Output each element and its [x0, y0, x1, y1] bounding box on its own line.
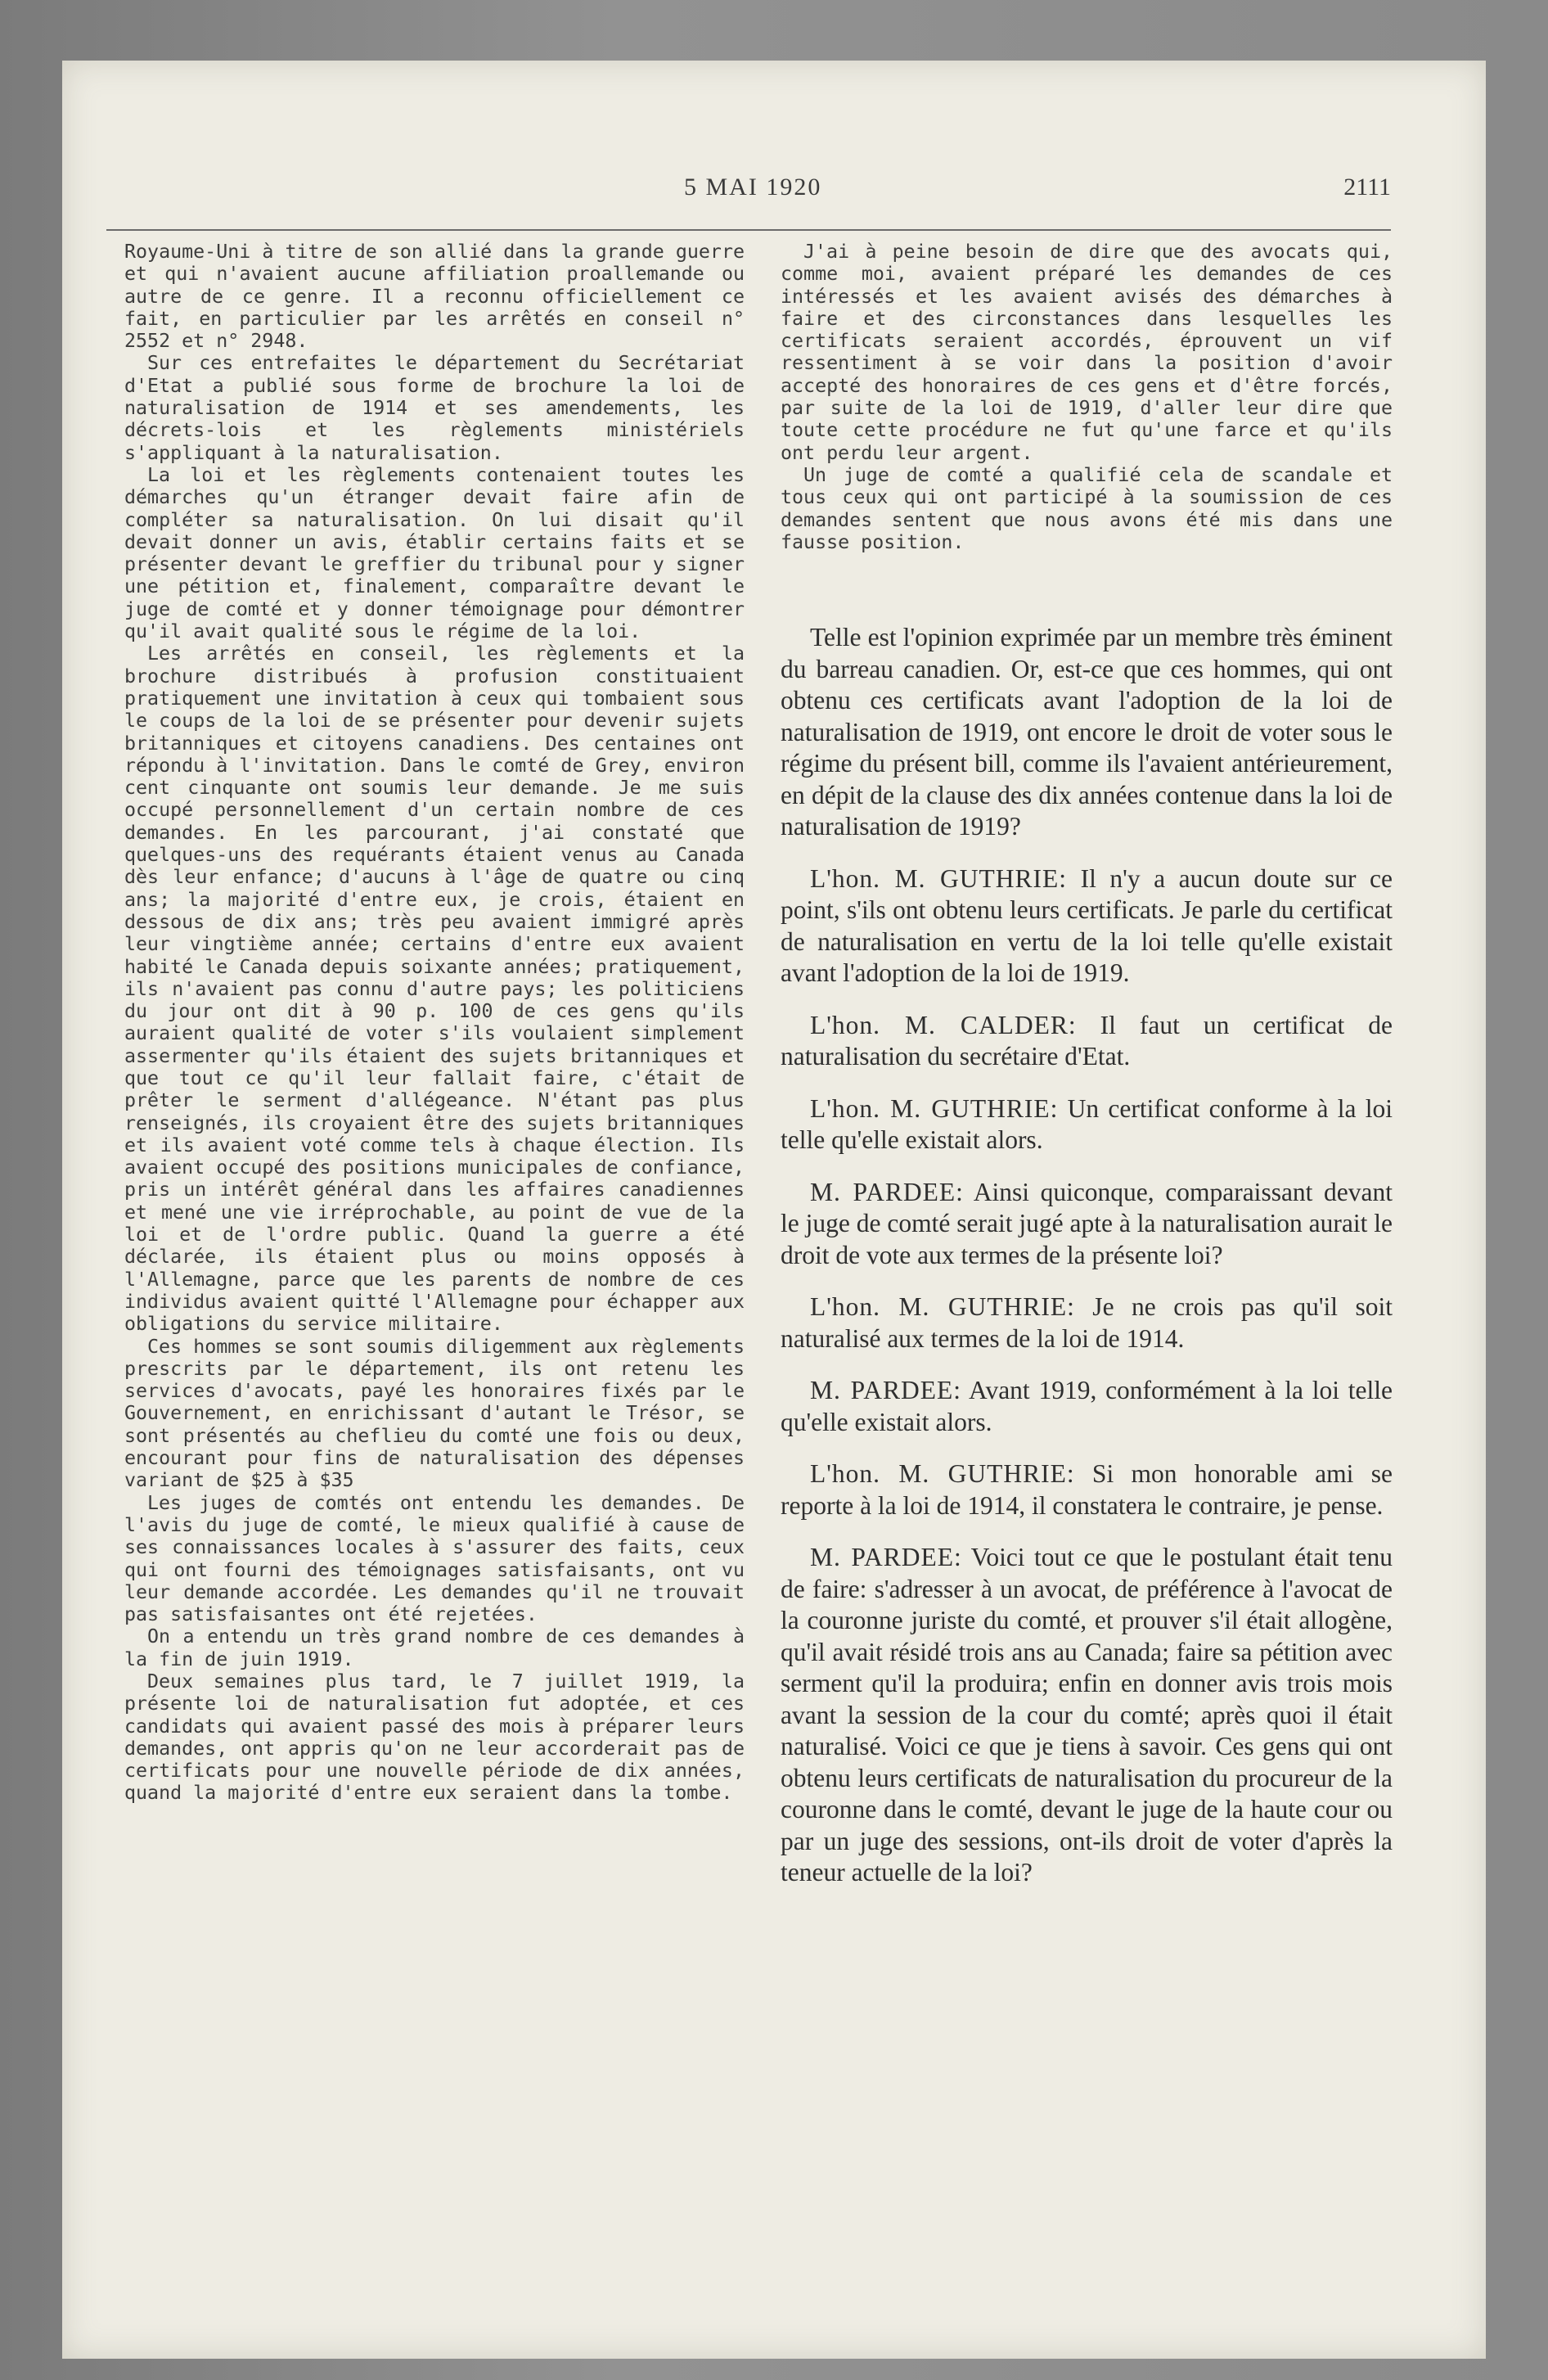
debate-paragraph	[781, 1093, 1393, 1156]
left-paragraph: Les arrêtés en conseil, les règlements et la brochure distribués à profusion constituaient pratiquement une invitation à ceux qui tombaient sous le coups de la loi de se présenter pour devenir sujets britanniques et citoyens canadiens. Des centaines ont répondu à l'invitation. Dans le comté de Grey, environ cent cinquante ont soumis leur demande. Je me suis occupé personnellement d'un certain nombre de ces demandes. En les parcourant, j'ai constaté que quelques-uns des requérants étaient venus au Canada dès leur enfance; d'aucuns à l'âge de quatre ou cinq ans; la majorité d'entre eux, je crois, étaient en dessous de dix ans; très peu avaient immigré après leur vingtième année; certains d'entre eux avaient habité le Canada depuis soixante années; pratiquement, ils n'avaient pas connu d'autre pays; les politiciens du jour ont dit à 90 p. 100 de ces gens qu'ils auraient qualité de voter s'ils voulaient simplement assermenter qu'ils étaient des sujets britanniques et que tout ce qu'il leur fallait faire, c'était de prêter le serment d'allégeance. N'étant pas plus renseignés, ils croyaient être des sujets britanniques et ils avaient voté comme tels à chaque élection. Ils avaient occupé des positions municipales de confiance, pris un intérêt général dans les affaires canadiennes et mené une vie irréprochable, au point de vue de la loi et de l'ordre public. Quand la guerre a été déclarée, ils étaient plus ou moins opposés à l'Allemagne, parce que les parents de nombre de ces individus avaient quitté l'Allemagne pour échapper aux obligations du service militaire.	[124, 642, 745, 1336]
speaker-name: M. PARDEE:	[810, 1376, 962, 1404]
left-paragraph: Ces hommes se sont soumis diligemment aux règlements prescrits par le département, ils ont retenu les services d'avocats, payé les honoraires fixés par le Gouvernement, en enrichissant d'autant le Trésor, se sont présentés au cheflieu du comté une fois ou deux, encourant pour fins de naturalisation des dépenses variant de $25 à $35	[124, 1335, 745, 1492]
speech-text: Un certificat conforme à la loi telle qu'elle existait alors.	[781, 1093, 1393, 1154]
debate-paragraph	[781, 622, 1393, 843]
header-date: 5 MAI 1920	[684, 174, 822, 201]
speech-text: Avant 1919, conformément à la loi telle qu'elle existait alors.	[781, 1376, 1393, 1436]
debate-paragraph	[781, 1177, 1393, 1272]
speaker-name: M. PARDEE:	[810, 1543, 962, 1571]
speech-text: Il faut un certificat de naturalisation du secrétaire d'Etat.	[781, 1010, 1393, 1071]
debate-paragraph	[781, 1375, 1393, 1438]
speaker-name: M. PARDEE:	[810, 1177, 964, 1206]
speech-text: Si mon honorable ami se reporte à la loi de 1914, il constatera le contraire, je pense.	[781, 1459, 1393, 1520]
speaker-name: L'hon. M. GUTHRIE:	[810, 1459, 1075, 1488]
left-paragraph: Deux semaines plus tard, le 7 juillet 1919, la présente loi de naturalisation fut adoptée, et ces candidats qui avaient passé des mois à préparer leurs demandes, ont appris qu'on ne leur accorderait pas de certificats pour une nouvelle période de dix années, quand la majorité d'entre eux seraient dans la tombe.	[124, 1670, 745, 1805]
speaker-name: L'hon. M. GUTHRIE:	[810, 1093, 1059, 1123]
left-paragraph: Les juges de comtés ont entendu les demandes. De l'avis du juge de comté, le mieux qualifié à cause de ses connaissances locales à s'assurer des faits, ceux qui ont fourni des témoignages satisfaisants, ont vu leur demande accordée. Les demandes qu'il ne trouvait pas satisfaisantes ont été rejetées.	[124, 1491, 745, 1626]
left-paragraph: On a entendu un très grand nombre de ces demandes à la fin de juin 1919.	[124, 1625, 745, 1670]
quoted-paragraph: J'ai à peine besoin de dire que des avocats qui, comme moi, avaient préparé les demandes de ces intéressés et les avaient avisés des démarches à faire et des circonstances dans lesquelles les certificats seraient accordés, éprouvent un vif ressentiment à se voir dans la position d'avoir accepté des honoraires de ces gens et d'être forcés, par suite de la loi de 1919, d'aller leur dire que toute cette procédure ne fut qu'une farce et qu'ils ont perdu leur argent.	[781, 241, 1393, 464]
page-number: 2111	[1343, 174, 1391, 201]
debate-paragraph	[781, 1291, 1393, 1355]
speech-text: Voici tout ce que le postulant était tenu de faire: s'adresser à un avocat, de préférence à l'avocat de la couronne juriste du comté, et prouver s'il était allogène, qu'il avait résidé trois ans au Canada; faire sa pétition avec serment qu'il la produira; enfin en donner avis trois mois avant la session de la cour du comté; après quoi il était naturalisé. Voici ce que je tiens à savoir. Ces gens qui ont obtenu leurs certificats de naturalisation du procureur de la couronne dans le comté, devant le juge de la haute cour ou par un juge des sessions, ont-ils droit de voter d'après la teneur actuelle de la loi?	[781, 1543, 1393, 1886]
debate-paragraph	[781, 1458, 1393, 1521]
speaker-name: L'hon. M. CALDER:	[810, 1010, 1077, 1039]
left-paragraph: La loi et les règlements contenaient toutes les démarches qu'un étranger devait faire afin de compléter sa naturalisation. On lui disait qu'il devait donner un avis, établir certains faits et se présenter devant le greffier du tribunal pour y signer une pétition et, finalement, comparaître devant le juge de comté et y donner témoignage pour démontrer qu'il avait qualité sous le régime de la loi.	[124, 463, 745, 643]
page-header	[106, 174, 1391, 223]
speaker-name: L'hon. M. GUTHRIE:	[810, 1292, 1075, 1321]
left-column	[124, 241, 745, 1805]
left-paragraph: Royaume-Uni à titre de son allié dans la grande guerre et qui n'avaient aucune affiliation proallemande ou autre de ce genre. Il a reconnu officiellement ce fait, en particulier par les arrêtés en conseil n° 2552 et n° 2948.	[124, 241, 745, 353]
speech-text: Ainsi quiconque, comparaissant devant le juge de comté serait jugé apte à la naturalisation aurait le droit de vote aux termes de la présente loi?	[781, 1177, 1393, 1269]
right-quoted-letter	[781, 241, 1393, 553]
speech-text: Je ne crois pas qu'il soit naturalisé aux termes de la loi de 1914.	[781, 1292, 1393, 1353]
speaker-name: L'hon. M. GUTHRIE:	[810, 863, 1068, 893]
debate-paragraph	[781, 1010, 1393, 1073]
header-rule	[106, 229, 1391, 231]
speech-text: Telle est l'opinion exprimée par un membre très éminent du barreau canadien. Or, est-ce que ces hommes, qui ont obtenu ces certificats avant l'adoption de la loi de naturalisation de 1919, ont encore le droit de voter sous le régime du présent bill, comme ils l'avaient antérieurement, en dépit de la clause des dix années contenue dans la loi de naturalisation de 1919?	[781, 623, 1393, 841]
speech-text: Il n'y a aucun doute sur ce point, s'ils ont obtenu leurs certificats. Je parle du certificat de naturalisation en vertu de la loi telle qu'elle existait avant l'adoption de la loi de 1919.	[781, 863, 1393, 987]
debate-paragraph	[781, 1542, 1393, 1889]
right-debate-column	[781, 622, 1393, 1909]
debate-paragraph	[781, 863, 1393, 989]
quoted-paragraph: Un juge de comté a qualifié cela de scandale et tous ceux qui ont participé à la soumission de ces demandes sentent que nous avons été mis dans une fausse position.	[781, 463, 1393, 553]
left-paragraph: Sur ces entrefaites le département du Secrétariat d'Etat a publié sous forme de brochure la loi de naturalisation de 1914 et ses amendements, les décrets-lois et les règlements ministériels s'appliquant à la naturalisation.	[124, 352, 745, 464]
